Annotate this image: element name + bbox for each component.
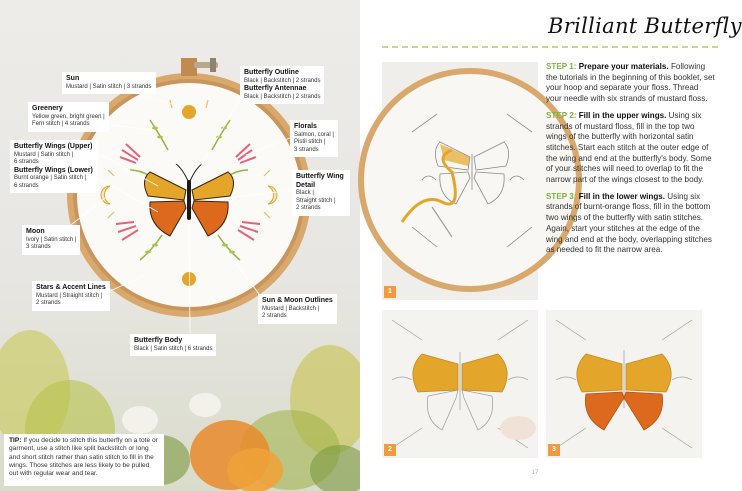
figure-1	[382, 62, 538, 300]
step-text: Using six strands of mustard floss, fill in the top two wings of the butterfly with horizontal satin stitches. Start each stitch at the outer edge of the wing and end at the butterfly's body. Some of your stitches will need to overlap to fit the narrow part of the wings closest to the body.	[546, 110, 712, 185]
step-heading: Fill in the lower wings.	[578, 191, 666, 201]
figure-1-illustration	[382, 62, 538, 300]
callout-stars-accent-lines	[32, 281, 110, 311]
callout-title: Butterfly Antennae	[244, 85, 307, 92]
callout-butterfly-wing-detail	[292, 170, 350, 216]
callout-greenery	[28, 102, 109, 132]
callout-title: Butterfly Body	[134, 337, 183, 344]
callout-title: Butterfly Wing Detail	[296, 173, 344, 189]
instructions	[546, 62, 716, 262]
callout-sun	[62, 72, 156, 94]
page-number: 17	[531, 470, 539, 476]
figure-number-badge: 2	[384, 444, 396, 456]
callout-title: Greenery	[32, 105, 63, 112]
callout-moon	[22, 225, 80, 255]
callout-florals	[290, 120, 338, 157]
callout-detail: Yellow green, bright green |	[32, 113, 105, 120]
step-2	[546, 111, 716, 186]
callout-detail: Mustard | Satin stitch |	[14, 151, 74, 158]
step-heading: Prepare your materials.	[578, 62, 669, 71]
callout-title: Sun	[66, 75, 80, 82]
callout-detail: Fern stitch | 4 strands	[32, 121, 90, 127]
step-3	[546, 192, 716, 256]
step-label: STEP 1:	[546, 62, 577, 71]
callout-detail: 2 strands	[262, 313, 287, 319]
callout-title: Moon	[26, 228, 45, 235]
callout-title: Florals	[294, 123, 317, 130]
callout-title: Stars & Accent Lines	[36, 284, 106, 291]
figure-2-illustration	[382, 310, 538, 458]
callout-detail: 3 strands	[294, 146, 319, 153]
callout-title: Butterfly Wings (Upper)	[14, 143, 93, 150]
left-page	[0, 0, 360, 491]
callout-detail: Mustard | Satin stitch | 3 strands	[66, 83, 152, 90]
step-label: STEP 2:	[546, 110, 577, 120]
callout-detail: Mustard | Straight stitch |	[36, 292, 103, 299]
page-title: Brilliant Butterfly	[548, 14, 742, 38]
callout-sun-moon-outlines	[258, 294, 337, 324]
step-label: STEP 3:	[546, 191, 577, 201]
callout-butterfly-outline	[240, 66, 324, 104]
callout-detail: 2 strands	[296, 205, 321, 211]
callout-detail: Black | Satin stitch | 6 strands	[134, 345, 213, 352]
figure-number-badge: 3	[548, 444, 560, 456]
step-text: Following the tutorials in the beginning of this booklet, set your hoop and separate your floss. Thread your needle with six strands of mustard floss.	[546, 62, 715, 104]
step-heading: Fill in the upper wings.	[578, 110, 667, 120]
tip-box	[4, 434, 164, 486]
callout-butterfly-wings	[10, 140, 98, 193]
tip-label: TIP:	[9, 437, 22, 444]
callout-title: Butterfly Wings (Lower)	[14, 166, 93, 174]
callout-detail: Black | Backstitch | 2 strands	[244, 77, 321, 84]
callout-detail: 6 strands	[14, 182, 39, 189]
figure-2	[382, 310, 538, 458]
callout-detail: Black | Backstitch | 2 strands	[244, 93, 321, 100]
right-page	[360, 0, 742, 491]
callout-title: Butterfly Outline	[244, 69, 299, 76]
callout-detail: 6 strands	[14, 159, 39, 165]
callout-title: Sun & Moon Outlines	[262, 297, 333, 304]
callout-detail: Ivory | Satin stitch |	[26, 236, 77, 243]
step-text: Using six strands of burnt-orange floss, fill in the bottom two wings of the butterfly with satin stitches. Again, start your stitches at the edge of the wing and end at the body, overlapping stitches as needed to fit the narrow area.	[546, 191, 712, 255]
title-divider	[382, 46, 718, 48]
callout-detail: 3 strands	[26, 244, 51, 250]
callout-butterfly-body	[130, 334, 216, 356]
callout-detail: 2 strands	[36, 300, 61, 306]
figure-3-illustration	[546, 310, 702, 458]
callout-detail: Black |	[296, 190, 314, 196]
callout-detail: Mustard | Backstitch |	[262, 305, 320, 312]
figure-3	[546, 310, 702, 458]
callout-detail: Burnt orange | Satin stitch |	[14, 175, 87, 181]
figure-number-badge: 1	[384, 286, 396, 298]
step-1	[546, 62, 716, 105]
tip-text: If you decide to stitch this butterfly on a tote or garment, use a stitch like split backstitch or long and short stitch rather than satin stitch to fill in the wings. Those stitches are less likely to be pulled out with regular wear and tear.	[9, 437, 158, 478]
callout-detail: Straight stitch |	[296, 197, 336, 204]
callout-detail: Salmon, coral |	[294, 131, 334, 138]
callout-detail: Pistil stitch |	[294, 139, 326, 145]
